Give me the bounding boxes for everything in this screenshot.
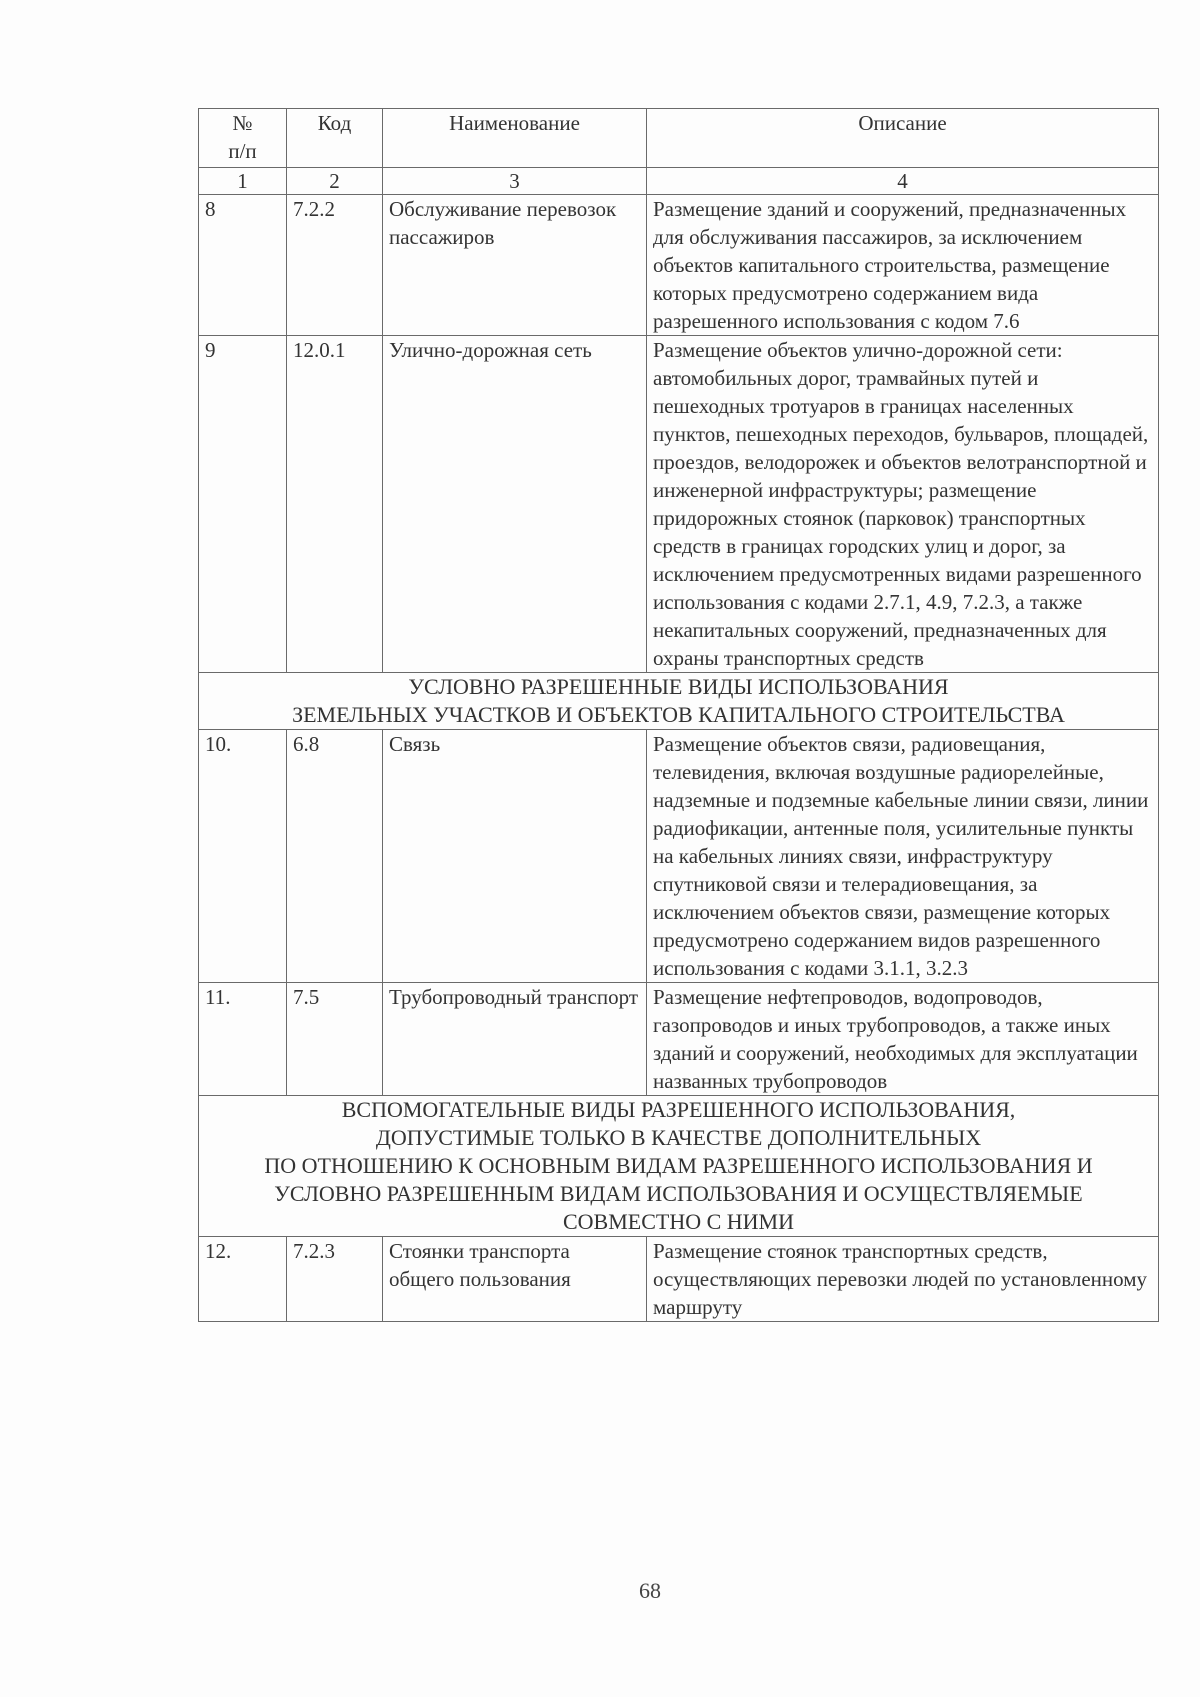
- row-description: Размещение стоянок транспортных средств, осуществляющих перевозки людей по установленному маршруту: [647, 1237, 1159, 1322]
- row-num: 10.: [199, 730, 287, 983]
- row-name: Стоянки транспорта общего пользования: [383, 1237, 647, 1322]
- land-use-table: [198, 108, 1159, 1322]
- row-code: 7.2.3: [287, 1237, 383, 1322]
- column-number: 1: [199, 168, 287, 195]
- table-row: [199, 195, 1159, 336]
- row-code: 7.5: [287, 983, 383, 1096]
- table-header-row: [199, 109, 1159, 168]
- section-title-line: УСЛОВНО РАЗРЕШЕННЫМ ВИДАМ ИСПОЛЬЗОВАНИЯ И ОСУЩЕСТВЛЯЕМЫЕ: [274, 1181, 1083, 1206]
- section-header-row: [199, 673, 1159, 730]
- column-number-row: [199, 168, 1159, 195]
- section-title-line: СОВМЕСТНО С НИМИ: [562, 1209, 795, 1234]
- header-num: № п/п: [199, 109, 287, 168]
- row-code: 12.0.1: [287, 336, 383, 673]
- row-num: 9: [199, 336, 287, 673]
- section-title-line: ЗЕМЕЛЬНЫХ УЧАСТКОВ И ОБЪЕКТОВ КАПИТАЛЬНОГО СТРОИТЕЛЬСТВА: [292, 702, 1065, 727]
- table-row: [199, 336, 1159, 673]
- section-title-line: ДОПУСТИМЫЕ ТОЛЬКО В КАЧЕСТВЕ ДОПОЛНИТЕЛЬНЫХ: [375, 1125, 982, 1150]
- row-description: Размещение нефтепроводов, водопроводов, газопроводов и иных трубопроводов, а также иных зданий и сооружений, необходимых для эксплуатации названных трубопроводов: [647, 983, 1159, 1096]
- row-code: 7.2.2: [287, 195, 383, 336]
- row-name: Улично-дорожная сеть: [383, 336, 647, 673]
- page-number: 68: [639, 1578, 661, 1603]
- row-name: Трубопроводный транспорт: [383, 983, 647, 1096]
- section-header-row: [199, 1096, 1159, 1237]
- row-code: 6.8: [287, 730, 383, 983]
- section-title-line: ВСПОМОГАТЕЛЬНЫЕ ВИДЫ РАЗРЕШЕННОГО ИСПОЛЬЗОВАНИЯ,: [341, 1097, 1016, 1122]
- table-row: [199, 730, 1159, 983]
- row-num: 8: [199, 195, 287, 336]
- section-title-line: ПО ОТНОШЕНИЮ К ОСНОВНЫМ ВИДАМ РАЗРЕШЕННОГО ИСПОЛЬЗОВАНИЯ И: [264, 1153, 1093, 1178]
- column-number: 4: [647, 168, 1159, 195]
- row-num: 11.: [199, 983, 287, 1096]
- table-row: [199, 1237, 1159, 1322]
- row-name: Обслуживание перевозок пассажиров: [383, 195, 647, 336]
- row-description: Размещение объектов связи, радиовещания, телевидения, включая воздушные радиорелейные, надземные и подземные кабельные линии связи, линии радиофикации, антенные поля, усилительные пункты на кабельных линиях связи, инфраструктуру спутниковой связи и телерадиовещания, за исключением объектов связи, размещение которых предусмотрено содержанием видов разрешенного использования с кодами 3.1.1, 3.2.3: [647, 730, 1159, 983]
- header-code: Код: [287, 109, 383, 168]
- row-description: Размещение зданий и сооружений, предназначенных для обслуживания пассажиров, за исключением объектов капитального строительства, размещение которых предусмотрено содержанием вида разрешенного использования с кодом 7.6: [647, 195, 1159, 336]
- column-number: 3: [383, 168, 647, 195]
- row-num: 12.: [199, 1237, 287, 1322]
- column-number: 2: [287, 168, 383, 195]
- header-description: Описание: [647, 109, 1159, 168]
- row-name: Связь: [383, 730, 647, 983]
- table-row: [199, 983, 1159, 1096]
- section-auxiliary-title: [199, 1096, 1159, 1237]
- section-title-line: УСЛОВНО РАЗРЕШЕННЫЕ ВИДЫ ИСПОЛЬЗОВАНИЯ: [408, 674, 949, 699]
- section-conditional-title: [199, 673, 1159, 730]
- header-name: Наименование: [383, 109, 647, 168]
- row-description: Размещение объектов улично-дорожной сети: автомобильных дорог, трамвайных путей и пешеходных тротуаров в границах населенных пунктов, пешеходных переходов, бульваров, площадей, проездов, велодорожек и объектов велотранспортной и инженерной инфраструктуры; размещение придорожных стоянок (парковок) транспортных средств в границах городских улиц и дорог, за исключением предусмотренных видами разрешенного использования с кодами 2.7.1, 4.9, 7.2.3, а также некапитальных сооружений, предназначенных для охраны транспортных средств: [647, 336, 1159, 673]
